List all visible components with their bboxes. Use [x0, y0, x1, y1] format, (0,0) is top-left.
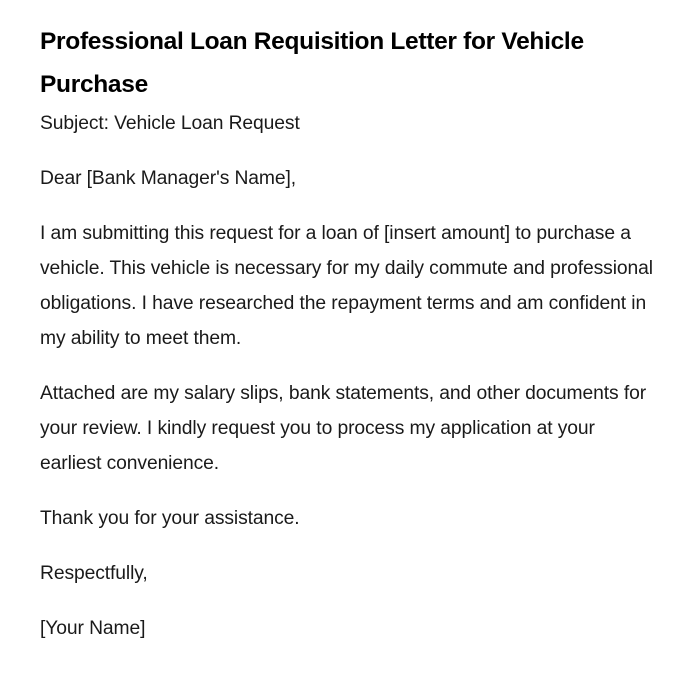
- letter-signature: [Your Name]: [40, 618, 146, 639]
- letter-closing: Respectfully,: [40, 563, 148, 584]
- letter-body-paragraph: Attached are my salary slips, bank statements, and other documents for your review. I kindly request you to process my application at your earliest convenience.: [40, 383, 647, 474]
- letter-thanks: Thank you for your assistance.: [40, 508, 300, 529]
- letter-document: [40, 20, 660, 666]
- letter-title: Professional Loan Requisition Letter for Vehicle Purchase: [40, 28, 584, 98]
- letter-salutation: Dear [Bank Manager's Name],: [40, 168, 297, 189]
- letter-body-paragraph: I am submitting this request for a loan of [insert amount] to purchase a vehicle. This vehicle is necessary for my daily commute and professional obligations. I have researched the repayment terms and am confident in my ability to meet them.: [40, 223, 653, 349]
- letter-subject: Subject: Vehicle Loan Request: [40, 113, 300, 134]
